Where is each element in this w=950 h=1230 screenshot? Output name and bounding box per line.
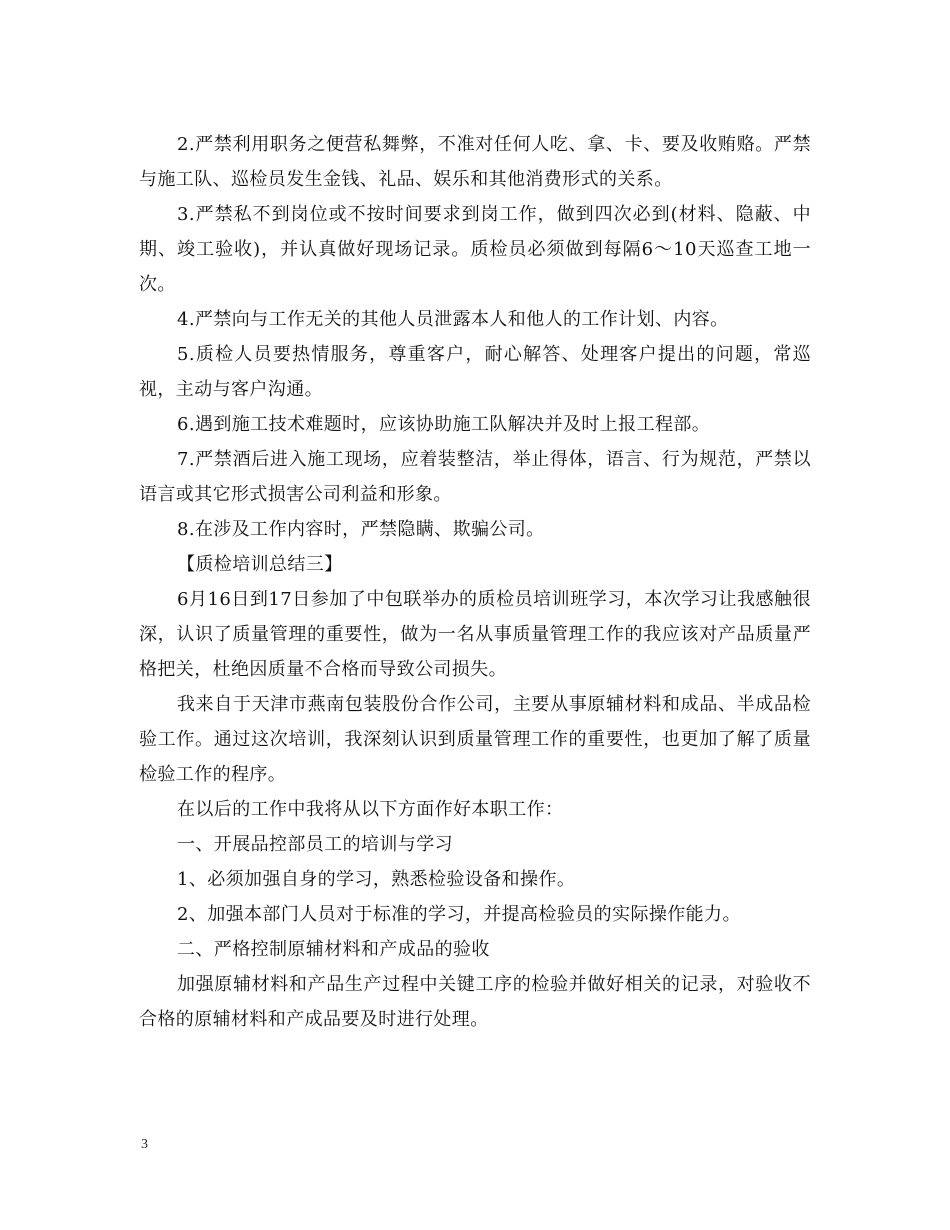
list-item-self-learning: 1、必须加强自身的学习，熟悉检验设备和操作。 [177, 869, 576, 890]
paragraph-inspection-records: 加强原辅材料和产品生产过程中关键工序的检验并做好相关的记录，对验收不合格的原辅材料和产成品要及时进行处理。 [139, 974, 811, 1030]
list-item-department-standards: 2、加强本部门人员对于标准的学习，并提高检验员的实际操作能力。 [177, 904, 741, 925]
heading-training-learning: 一、开展品控部员工的培训与学习 [177, 834, 453, 855]
paragraph-company-background: 我来自于天津市燕南包装股份合作公司，主要从事原辅材料和成品、半成品检验工作。通过这次培训，我深刻认识到质量管理工作的重要性，也更加了解了质量检验工作的程序。 [139, 694, 811, 785]
section-heading-summary-3: 【质检培训总结三】 [177, 554, 343, 575]
paragraph-rule-4: 4.严禁向与工作无关的其他人员泄露本人和他人的工作计划、内容。 [177, 309, 729, 330]
paragraph-rule-8: 8.在涉及工作内容时，严禁隐瞒、欺骗公司。 [177, 519, 545, 540]
paragraph-rule-3: 3.严禁私不到岗位或不按时间要求到岗工作，做到四次必到(材料、隐蔽、中期、竣工验收)，并认真做好现场记录。质检员必须做到每隔6～10天巡查工地一次。 [139, 204, 811, 295]
paragraph-rule-2: 2.严禁利用职务之便营私舞弊，不准对任何人吃、拿、卡、要及收贿赂。严禁与施工队、巡检员发生金钱、礼品、娱乐和其他消费形式的关系。 [139, 134, 811, 190]
heading-material-acceptance: 二、严格控制原辅材料和产成品的验收 [177, 939, 490, 960]
paragraph-rule-6: 6.遇到施工技术难题时，应该协助施工队解决并及时上报工程部。 [177, 414, 711, 435]
document-body [139, 127, 811, 1037]
paragraph-future-work: 在以后的工作中我将从以下方面作好本职工作： [177, 799, 564, 820]
paragraph-rule-7: 7.严禁酒后进入施工现场，应着装整洁，举止得体，语言、行为规范，严禁以语言或其它形式损害公司利益和形象。 [139, 449, 811, 505]
paragraph-training-intro: 6月16日到17日参加了中包联举办的质检员培训班学习，本次学习让我感触很深，认识了质量管理的重要性，做为一名从事质量管理工作的我应该对产品质量严格把关，杜绝因质量不合格而导致公司损失。 [139, 589, 811, 680]
page-number: 3 [141, 1137, 148, 1152]
paragraph-rule-5: 5.质检人员要热情服务，尊重客户，耐心解答、处理客户提出的问题，常巡视，主动与客户沟通。 [139, 344, 811, 400]
